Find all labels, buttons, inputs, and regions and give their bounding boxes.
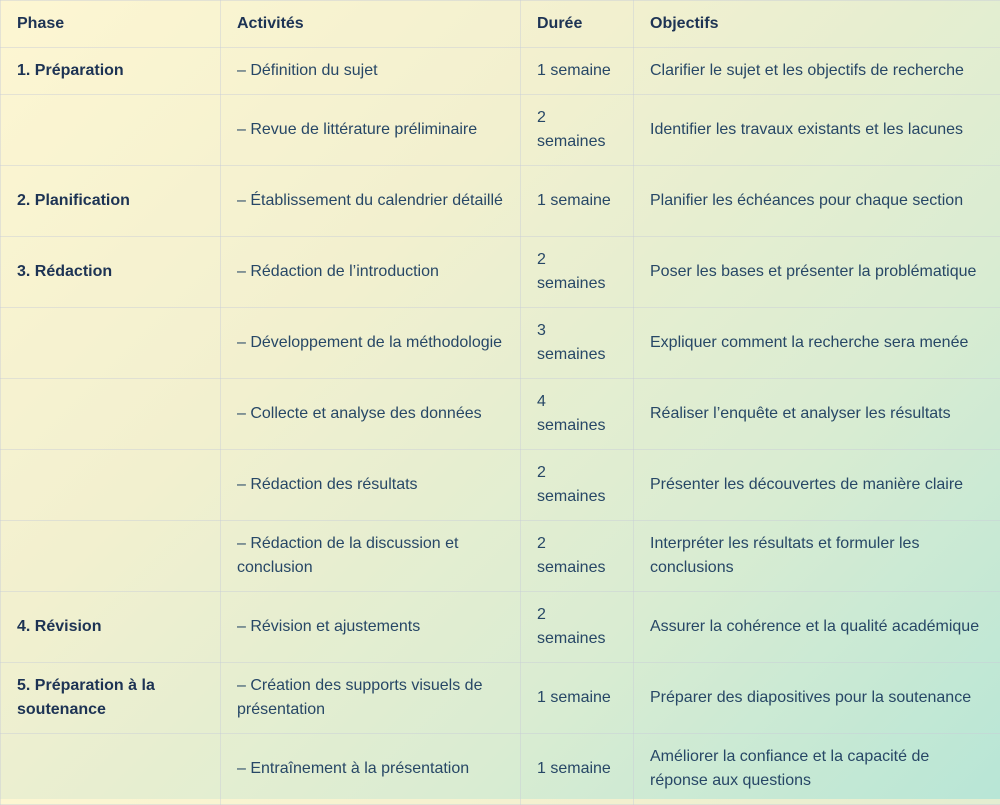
table-row [1, 592, 1000, 663]
activity-cell: – Entraînement à la présentation [221, 734, 521, 805]
duration-cell: 1 semaine [521, 734, 634, 805]
table-header-row [1, 1, 1000, 48]
phase-cell: 3. Rédaction [1, 237, 221, 308]
activity-cell: – Rédaction de l’introduction [221, 237, 521, 308]
activity-cell: – Collecte et analyse des données [221, 379, 521, 450]
objective-cell: Poser les bases et présenter la problématique [634, 237, 1000, 308]
duration-cell: 2 semaines [521, 592, 634, 663]
objective-cell: Clarifier le sujet et les objectifs de recherche [634, 48, 1000, 95]
objective-cell: Préparer des diapositives pour la soutenance [634, 663, 1000, 734]
table-row [1, 450, 1000, 521]
table-row [1, 379, 1000, 450]
duration-cell: 2 semaines [521, 450, 634, 521]
duration-cell: 1 semaine [521, 48, 634, 95]
phase-cell [1, 95, 221, 166]
phase-cell [1, 308, 221, 379]
activity-cell: – Rédaction des résultats [221, 450, 521, 521]
phase-cell [1, 521, 221, 592]
duration-cell: 1 semaine [521, 663, 634, 734]
activity-cell: – Définition du sujet [221, 48, 521, 95]
duration-cell: 2 semaines [521, 521, 634, 592]
table-row [1, 734, 1000, 805]
phase-cell [1, 450, 221, 521]
objective-cell: Améliorer la confiance et la capacité de réponse aux questions [634, 734, 1000, 805]
duration-cell: 2 semaines [521, 95, 634, 166]
objective-cell: Présenter les découvertes de manière claire [634, 450, 1000, 521]
phase-cell: 1. Préparation [1, 48, 221, 95]
table-row [1, 237, 1000, 308]
table-row [1, 663, 1000, 734]
phase-cell [1, 734, 221, 805]
duration-cell: 4 semaines [521, 379, 634, 450]
objective-cell: Planifier les échéances pour chaque section [634, 166, 1000, 237]
header-objectives: Objectifs [634, 1, 1000, 48]
duration-cell: 2 semaines [521, 237, 634, 308]
objective-cell: Identifier les travaux existants et les lacunes [634, 95, 1000, 166]
duration-cell: 3 semaines [521, 308, 634, 379]
table-row [1, 166, 1000, 237]
phase-cell: 2. Planification [1, 166, 221, 237]
table-row [1, 48, 1000, 95]
table-row [1, 95, 1000, 166]
activity-cell: – Développement de la méthodologie [221, 308, 521, 379]
phase-cell: 5. Préparation à la soutenance [1, 663, 221, 734]
table-row [1, 521, 1000, 592]
duration-cell: 1 semaine [521, 166, 634, 237]
activity-cell: – Rédaction de la discussion et conclusion [221, 521, 521, 592]
table-row [1, 308, 1000, 379]
activity-cell: – Création des supports visuels de présentation [221, 663, 521, 734]
header-phase: Phase [1, 1, 221, 48]
phase-cell: 4. Révision [1, 592, 221, 663]
activity-cell: – Révision et ajustements [221, 592, 521, 663]
activity-cell: – Établissement du calendrier détaillé [221, 166, 521, 237]
activity-cell: – Revue de littérature préliminaire [221, 95, 521, 166]
header-activities: Activités [221, 1, 521, 48]
objective-cell: Interpréter les résultats et formuler les conclusions [634, 521, 1000, 592]
objective-cell: Assurer la cohérence et la qualité académique [634, 592, 1000, 663]
header-duration: Durée [521, 1, 634, 48]
objective-cell: Réaliser l’enquête et analyser les résultats [634, 379, 1000, 450]
phase-cell [1, 379, 221, 450]
objective-cell: Expliquer comment la recherche sera menée [634, 308, 1000, 379]
